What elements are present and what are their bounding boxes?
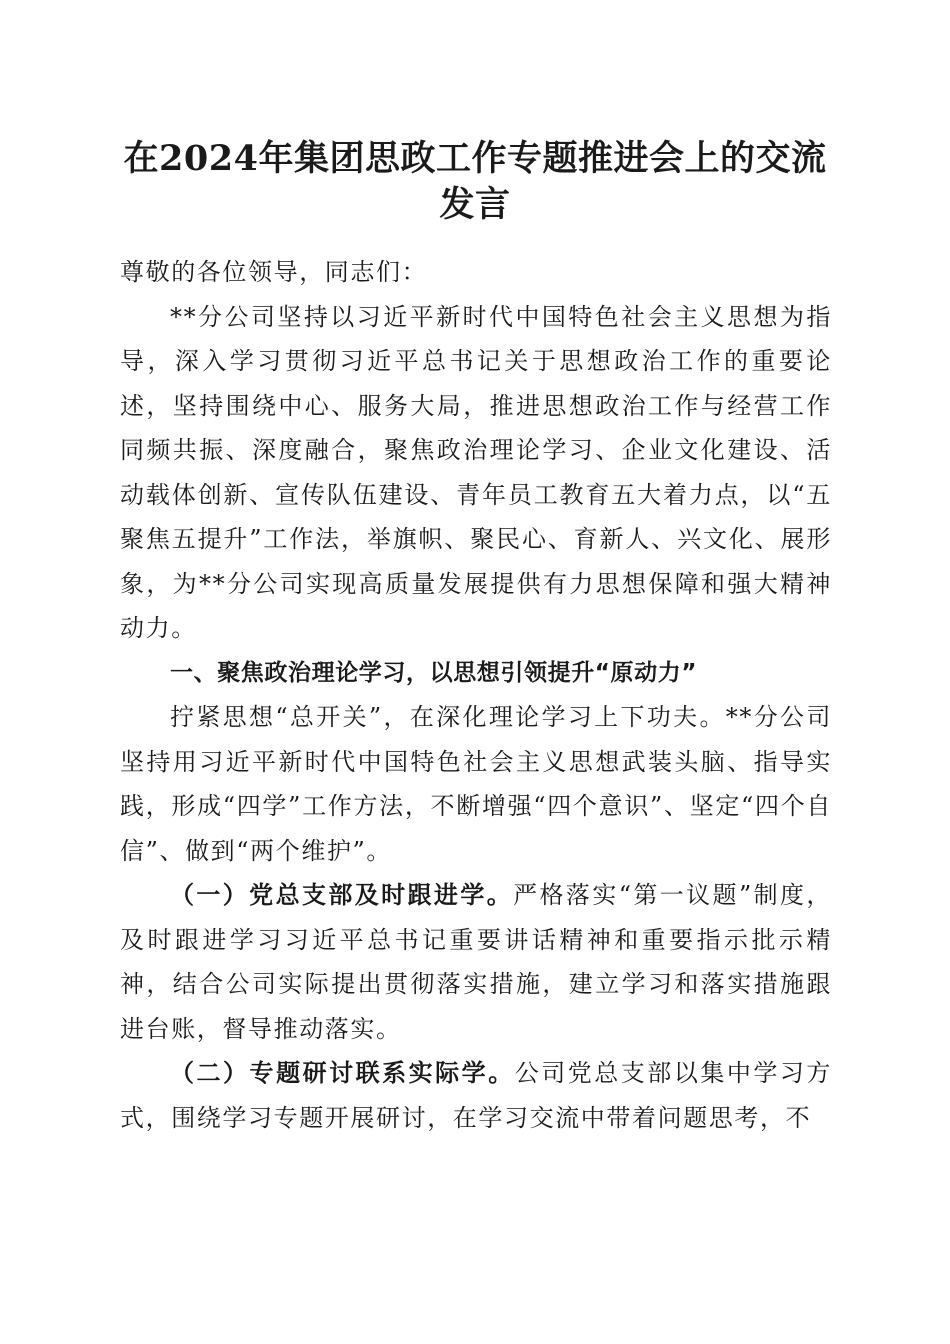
title-line-1: 在2024年集团思政工作专题推进会上的交流 xyxy=(123,138,827,179)
item-2-paragraph xyxy=(120,1051,832,1140)
section-1-heading: 一、聚焦政治理论学习，以思想引领提升“原动力” xyxy=(170,659,698,686)
item-2-text: 公司党总支部以集中学习方式，围绕学习专题开展研讨，在学习交流中带着问题思考，不 xyxy=(120,1059,832,1132)
section-1-paragraph: 拧紧思想“总开关”，在深化理论学习上下功夫。**分公司坚持用习近平新时代中国特色社会主义思想武装头脑、指导实践，形成“四学”工作方法，不断增强“四个意识”、坚定“四个自信”、做到“两个维护”。 xyxy=(120,703,832,865)
greeting: 尊敬的各位领导，同志们： xyxy=(120,258,428,286)
intro-paragraph: **分公司坚持以习近平新时代中国特色社会主义思想为指导，深入学习贯彻习近平总书记关于思想政治工作的重要论述，坚持围绕中心、服务大局，推进思想政治工作与经营工作同频共振、深度融合，聚焦政治理论学习、企业文化建设、活动载体创新、宣传队伍建设、青年员工教育五大着力点，以“五聚焦五提升”工作法，举旗帜、聚民心、育新人、兴文化、展形象，为**分公司实现高质量发展提供有力思想保障和强大精神动力。 xyxy=(120,302,832,642)
item-1-text: 严格落实“第一议题”制度，及时跟进学习习近平总书记重要讲话精神和重要指示批示精神，结合公司实际提出贯彻落实措施，建立学习和落实措施跟进台账，督导推动落实。 xyxy=(120,881,832,1043)
document-body xyxy=(120,250,832,1140)
item-1-lead: （一）党总支部及时跟进学。 xyxy=(170,880,514,909)
item-2-lead: （二）专题研讨联系实际学。 xyxy=(170,1058,515,1087)
item-1-paragraph xyxy=(120,873,832,1051)
document-title xyxy=(120,136,830,228)
title-line-2: 发言 xyxy=(439,184,511,225)
